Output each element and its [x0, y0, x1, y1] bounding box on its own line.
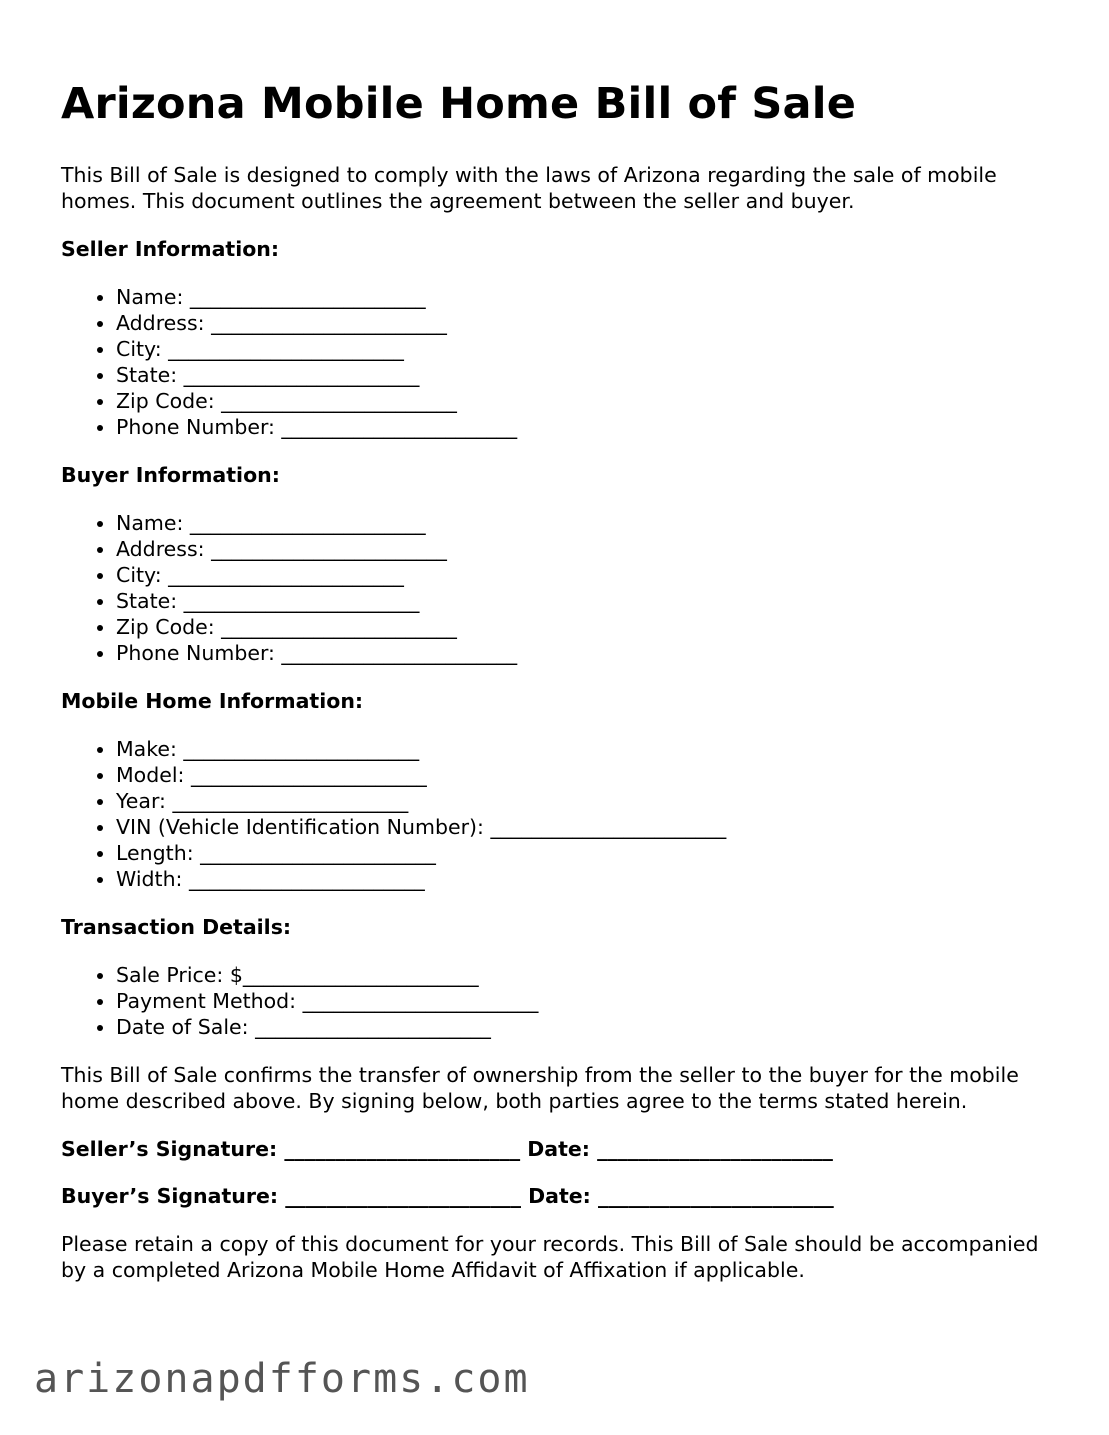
seller-city-field: • City: _______________________: [116, 336, 1061, 362]
buyer-name-field: • Name: _______________________: [116, 510, 1061, 536]
seller-section-heading: Seller Information:: [61, 237, 280, 261]
sale-price-field: • Sale Price: $_______________________: [116, 962, 1061, 988]
seller-field-list: [61, 284, 1061, 440]
home-section-heading: Mobile Home Information:: [61, 689, 364, 713]
buyer-field-list: [61, 510, 1061, 666]
document-title: Arizona Mobile Home Bill of Sale: [61, 79, 857, 129]
confirmation-paragraph: This Bill of Sale confirms the transfer of ownership from the seller to the buyer for the mobile home described above. By signing below, both parties agree to the terms stated herein.: [61, 1063, 1019, 1113]
buyer-phone-field: • Phone Number: _______________________: [116, 640, 1061, 666]
intro-paragraph: This Bill of Sale is designed to comply with the laws of Arizona regarding the sale of mobile homes. This document outlines the agreement between the seller and buyer.: [61, 163, 997, 213]
seller-zip-field: • Zip Code: _______________________: [116, 388, 1061, 414]
buyer-zip-field: • Zip Code: _______________________: [116, 614, 1061, 640]
site-watermark: arizonapdfforms.com: [34, 1356, 530, 1402]
seller-address-field: • Address: _______________________: [116, 310, 1061, 336]
home-width-field: • Width: _______________________: [116, 866, 1061, 892]
seller-state-field: • State: _______________________: [116, 362, 1061, 388]
buyer-state-field: • State: _______________________: [116, 588, 1061, 614]
payment-method-field: • Payment Method: _______________________: [116, 988, 1061, 1014]
buyer-signature-line: Buyer’s Signature: _______________________ Date: _______________________: [61, 1184, 834, 1208]
seller-phone-field: • Phone Number: _______________________: [116, 414, 1061, 440]
home-field-list: [61, 736, 1061, 892]
buyer-city-field: • City: _______________________: [116, 562, 1061, 588]
transaction-field-list: [61, 962, 1061, 1040]
home-year-field: • Year: _______________________: [116, 788, 1061, 814]
document-page: [61, 78, 1061, 1283]
buyer-address-field: • Address: _______________________: [116, 536, 1061, 562]
home-make-field: • Make: _______________________: [116, 736, 1061, 762]
seller-name-field: • Name: _______________________: [116, 284, 1061, 310]
home-vin-field: • VIN (Vehicle Identification Number): _______________________: [116, 814, 1061, 840]
transaction-section-heading: Transaction Details:: [61, 915, 292, 939]
seller-signature-line: Seller’s Signature: _______________________ Date: _______________________: [61, 1137, 833, 1161]
home-model-field: • Model: _______________________: [116, 762, 1061, 788]
home-length-field: • Length: _______________________: [116, 840, 1061, 866]
buyer-section-heading: Buyer Information:: [61, 463, 280, 487]
retain-note-paragraph: Please retain a copy of this document for your records. This Bill of Sale should be accompanied by a completed Arizona Mobile Home Affidavit of Affixation if applicable.: [61, 1232, 1039, 1282]
date-of-sale-field: • Date of Sale: _______________________: [116, 1014, 1061, 1040]
